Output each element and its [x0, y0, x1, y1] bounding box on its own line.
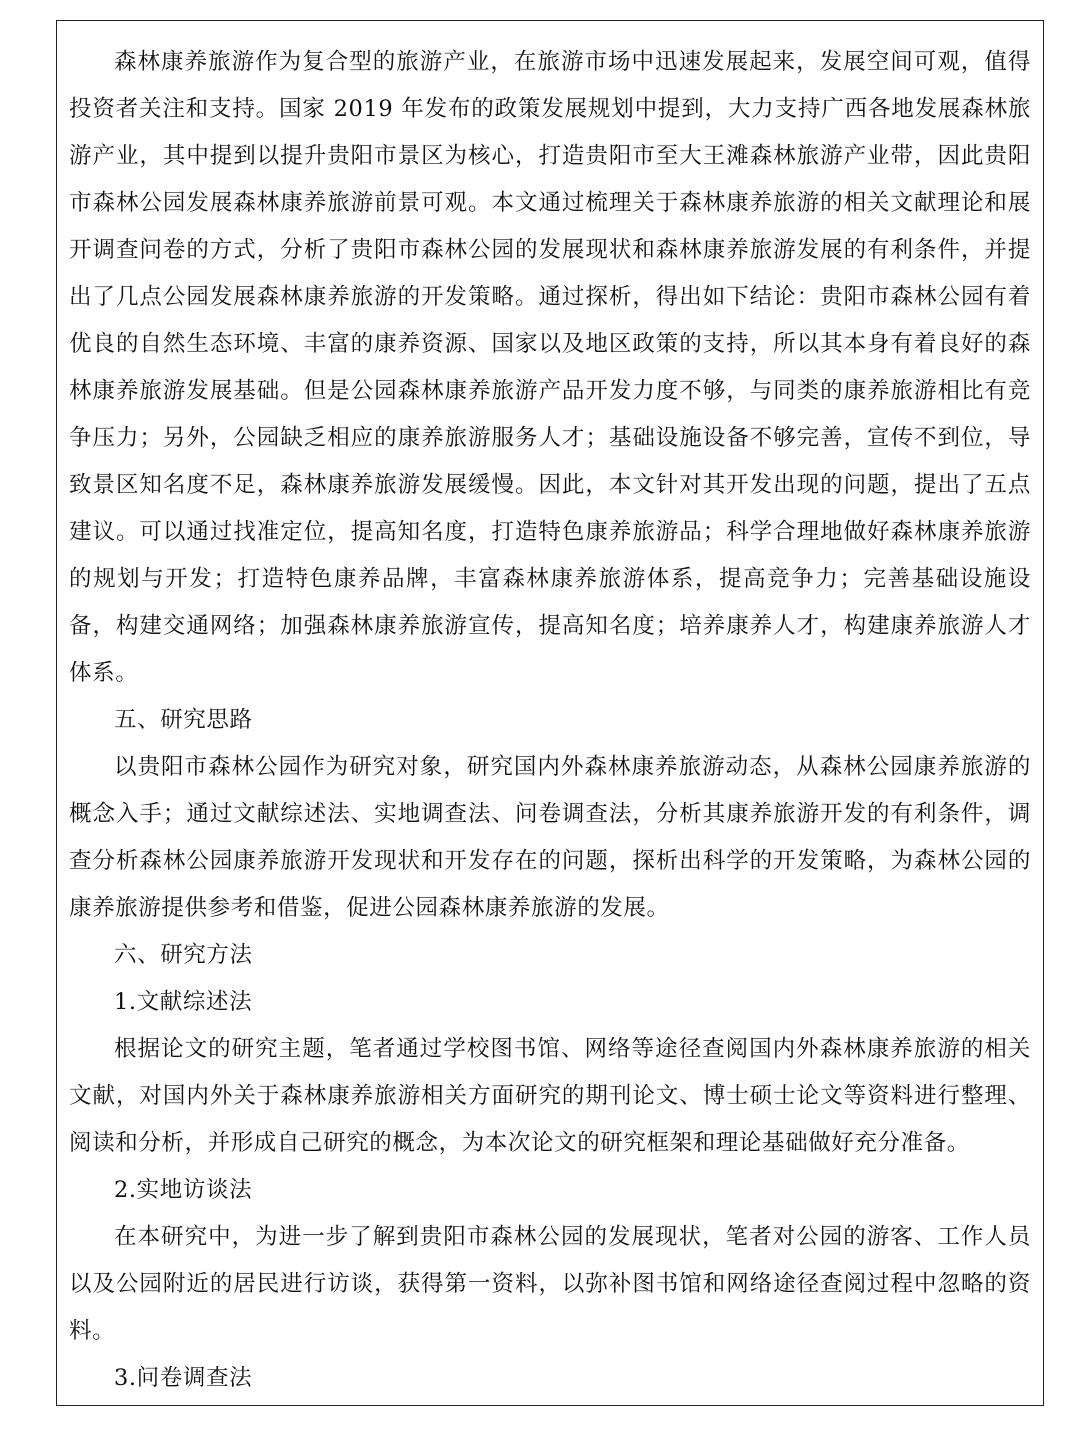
method-2-paragraph: 在本研究中，为进一步了解到贵阳市森林公园的发展现状，笔者对公园的游客、工作人员以及公园附近的居民进行访谈，获得第一资料，以弥补图书馆和网络途径查阅过程中忽略的资料。	[69, 1224, 1031, 1344]
document-frame	[56, 20, 1044, 1406]
document-body	[69, 39, 1031, 1402]
method-2-title: 2.实地访谈法	[114, 1177, 253, 1203]
research-approach-paragraph: 以贵阳市森林公园作为研究对象，研究国内外森林康养旅游动态，从森林公园康养旅游的概念入手；通过文献综述法、实地调查法、问卷调查法，分析其康养旅游开发的有利条件，调查分析森林公园康养旅游开发现状和开发存在的问题，探析出科学的开发策略，为森林公园的康养旅游提供参考和借鉴，促进公园森林康养旅游的发展。	[69, 754, 1031, 921]
section-heading-research-methods: 六、研究方法	[114, 942, 253, 968]
method-1-paragraph: 根据论文的研究主题，笔者通过学校图书馆、网络等途径查阅国内外森林康养旅游的相关文献，对国内外关于森林康养旅游相关方面研究的期刊论文、博士硕士论文等资料进行整理、阅读和分析，并形成自己研究的概念，为本次论文的研究框架和理论基础做好充分准备。	[69, 1036, 1031, 1156]
method-1-title: 1.文献综述法	[114, 989, 253, 1015]
summary-paragraph: 森林康养旅游作为复合型的旅游产业，在旅游市场中迅速发展起来，发展空间可观，值得投资者关注和支持。国家 2019 年发布的政策发展规划中提到，大力支持广西各地发展森林旅游产业，其中提到以提升贵阳市景区为核心，打造贵阳市至大王滩森林旅游产业带，因此贵阳市森林公园发展森林康养旅游前景可观。本文通过梳理关于森林康养旅游的相关文献理论和展开调查问卷的方式，分析了贵阳市森林公园的发展现状和森林康养旅游发展的有利条件，并提出了几点公园发展森林康养旅游的开发策略。通过探析，得出如下结论：贵阳市森林公园有着优良的自然生态环境、丰富的康养资源、国家以及地区政策的支持，所以其本身有着良好的森林康养旅游发展基础。但是公园森林康养旅游产品开发力度不够，与同类的康养旅游相比有竞争压力；另外，公园缺乏相应的康养旅游服务人才；基础设施设备不够完善，宣传不到位，导致景区知名度不足，森林康养旅游发展缓慢。因此，本文针对其开发出现的问题，提出了五点建议。可以通过找准定位，提高知名度，打造特色康养旅游品；科学合理地做好森林康养旅游的规划与开发；打造特色康养品牌，丰富森林康养旅游体系，提高竞争力；完善基础设施设备，构建交通网络；加强森林康养旅游宣传，提高知名度；培养康养人才，构建康养旅游人才体系。	[69, 49, 1031, 686]
method-3-title: 3.问卷调查法	[114, 1365, 253, 1391]
section-heading-research-approach: 五、研究思路	[114, 707, 253, 733]
